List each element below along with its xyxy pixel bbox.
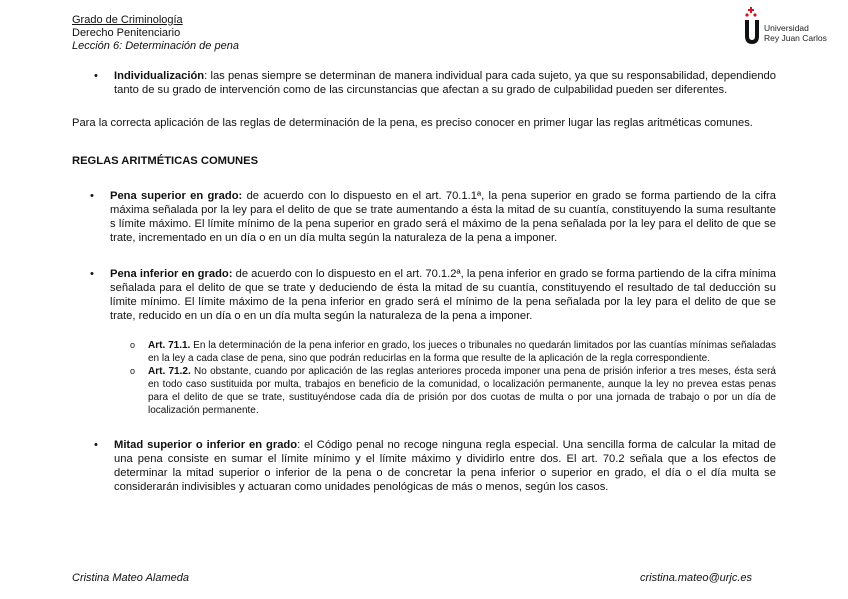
term-art-71-2: Art. 71.2. xyxy=(148,366,191,377)
text-mitad: : el Código penal no recoge ninguna regla especial. Una sencilla forma de calcular la mitad de una pena consiste en sumar el límite mínimo y el límite máximo y dividirlo entre dos. El art. 70.2 señala que a los efectos de determinar la mitad superior o inferior de la pena o de concretar la pena inferior o superior en grado, el día o el día multa se considerarán indivisibles y actuaran como unidades penológicas de más o menos, según los casos. xyxy=(114,439,776,493)
page-header xyxy=(72,14,239,53)
text-individualizacion: : las penas siempre se determinan de manera individual para cada sujeto, ya que su responsabilidad, dependiendo tanto de su grado de intervención como de las circunstancias que afectan a su grado de culpabilidad pueden ser diferentes. xyxy=(114,70,776,96)
footer-email: cristina.mateo@urjc.es xyxy=(640,572,753,584)
bullet-icon: • xyxy=(90,268,94,280)
text-art-71-2: No obstante, cuando por aplicación de las reglas anteriores proceda imponer una pena de prisión inferior a tres meses, ésta será en todo caso sustituida por multa, trabajos en beneficio de la comunidad, o localización permanente, aunque la ley no prevea estas penas para el delito de que se trate, sustituyéndose cada día de prisión por dos cuotas de multa o por una jornada de trabajo o por un día de localización permanente. xyxy=(148,366,776,416)
text-pena-inferior: de acuerdo con lo dispuesto en el art. 70.1.2ª, la pena inferior en grado se forma partiendo de la cifra mínima señalada para el delito de que se trate y deduciendo de ésta la mitad de su cuantía, constituyendo el resultado de tal deducción su límite mínimo. El límite máximo de la pena inferior en grado será el mínimo de la pena señalada por la ley para el delito de que se trate, reducido en un día o en un día multa según la naturaleza de la pena a imponer. xyxy=(110,268,777,322)
bullet-icon: • xyxy=(94,439,98,451)
subject-title: Derecho Penitenciario xyxy=(72,27,181,39)
bullet-mitad xyxy=(72,438,776,494)
bullet-icon: • xyxy=(94,70,98,82)
section-heading: REGLAS ARITMÉTICAS COMUNES xyxy=(72,155,259,167)
term-mitad: Mitad superior o inferior en grado xyxy=(114,439,298,451)
circle-bullet-icon: o xyxy=(130,340,136,350)
term-pena-superior: Pena superior en grado: xyxy=(110,190,243,202)
university-logo xyxy=(744,6,834,46)
text-art-71-1: En la determinación de la pena inferior en grado, los jueces o tribunales no quedarán limitados por las cuantías mínimas señaladas en la ley a cada clase de pena, sino que podrán reducirlas en la forma que resulte de la aplicación de la regla correspondiente. xyxy=(148,340,776,364)
course-title: Grado de Criminología xyxy=(72,14,183,26)
term-pena-inferior: Pena inferior en grado: xyxy=(110,268,233,280)
document-body xyxy=(72,69,776,494)
intro-paragraph: Para la correcta aplicación de las reglas de determinación de la pena, es preciso conocer en primer lugar las reglas aritméticas comunes. xyxy=(72,117,753,129)
bullet-pena-inferior xyxy=(72,267,776,323)
term-individualizacion: Individualización xyxy=(114,70,205,82)
circle-bullet-icon: o xyxy=(130,366,136,376)
term-art-71-1: Art. 71.1. xyxy=(148,340,191,351)
bullet-pena-superior xyxy=(72,189,776,245)
logo-line-1: Universidad xyxy=(764,23,809,33)
urjc-emblem-icon xyxy=(744,6,764,46)
lesson-title: Lección 6: Determinación de pena xyxy=(72,40,239,52)
bullet-icon: • xyxy=(90,190,94,202)
footer-author: Cristina Mateo Alameda xyxy=(72,572,189,584)
text-pena-superior: de acuerdo con lo dispuesto en el art. 70.1.1ª, la pena superior en grado se forma partiendo de la cifra máxima señalada por la ley para el delito de que se trate aumentando a ésta la mitad de su cuantía, constituyendo la suma resultante s límite máximo. El límite mínimo de la pena superior en grado será el máximo de la pena señalada por la ley para el delito de que se trate, incrementado en un día o en un día multa según la naturaleza de la pena a imponer. xyxy=(110,190,776,244)
sub-item-art-71-2 xyxy=(72,365,776,417)
logo-line-2: Rey Juan Carlos xyxy=(764,33,827,43)
bullet-individualizacion xyxy=(72,69,776,97)
logo-text xyxy=(764,23,827,43)
sub-item-art-71-1 xyxy=(72,339,776,365)
